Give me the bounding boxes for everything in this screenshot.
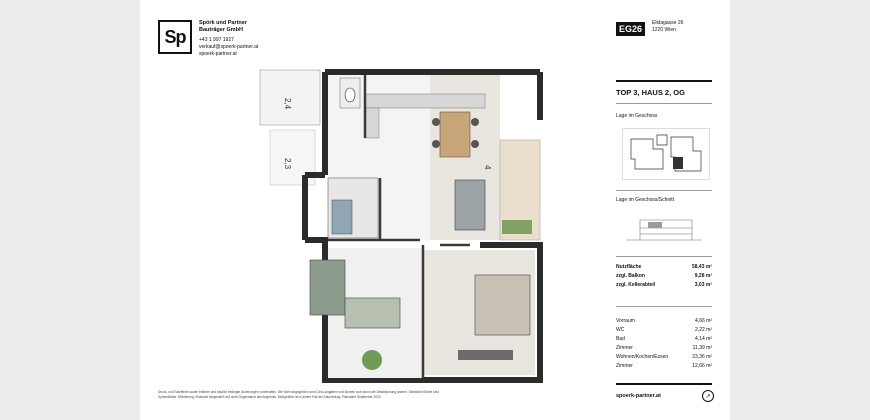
room-label: Zimmer (616, 363, 633, 369)
room-row (616, 363, 712, 369)
area-label: zzgl. Balkon (616, 273, 645, 279)
lage-geschoss-label: Lage im Geschoss (616, 113, 658, 119)
divider-title (616, 103, 712, 104)
room-row (616, 327, 712, 333)
divider-footer (616, 383, 712, 385)
divider-top (616, 80, 712, 82)
area-label: Nutzfläche (616, 264, 642, 270)
area-label: zzgl. Kellerabteil (616, 282, 656, 288)
contact-info (199, 37, 258, 58)
company-logo: Sp (158, 20, 192, 54)
email-link[interactable]: verkauf@spoerk-partner.at (199, 44, 259, 50)
info-panel (616, 0, 716, 420)
room-row (616, 354, 712, 360)
area-row-balkon (616, 273, 712, 279)
room-value: 4,66 m² (695, 318, 712, 324)
website-link[interactable]: spoerk-partner.at (199, 51, 237, 57)
room-label: WC (616, 327, 625, 333)
dimension-right: 4 (483, 165, 492, 170)
section-location-map (622, 210, 708, 248)
project-address (652, 20, 683, 34)
room-label: Wohnen/Kochen/Essen (616, 354, 669, 360)
lage-schnitt-label: Lage im Geschoss/Schnitt (616, 197, 675, 203)
project-badge: EG26 (616, 22, 645, 36)
room-row (616, 336, 712, 342)
divider-section (616, 256, 712, 257)
floor-location-map (622, 128, 710, 180)
room-row (616, 345, 712, 351)
exposé-sheet (140, 0, 730, 420)
floor-plan (140, 60, 600, 390)
room-label: Bad (616, 336, 625, 342)
room-label: Zimmer (616, 345, 633, 351)
divider-rooms (616, 306, 712, 307)
area-value: 3,03 m² (694, 282, 712, 288)
room-value: 23,36 m² (692, 354, 712, 360)
unit-title: TOP 3, HAUS 2, OG (616, 88, 685, 97)
area-value: 9,28 m² (694, 273, 712, 279)
divider-lage (616, 190, 712, 191)
room-value: 2,22 m² (695, 327, 712, 333)
area-value: 58,43 m² (691, 264, 712, 270)
area-row-nutzflaeche (616, 264, 712, 270)
area-row-keller (616, 282, 712, 288)
room-value: 4,14 m² (695, 336, 712, 342)
external-link-icon[interactable]: ↗ (702, 390, 714, 402)
room-label: Vorraum (616, 318, 635, 324)
room-value: 12,66 m² (692, 363, 712, 369)
phone-number: +43 1 997 1927 (199, 37, 234, 43)
dimension-left: 2,3 (283, 158, 292, 170)
room-value: 11,39 m² (692, 345, 712, 351)
dimension-top-left: 2,4 (283, 98, 292, 110)
address-street: Elidagasse 26 (652, 20, 684, 26)
company-line-1: Spörk und Partner (199, 20, 247, 26)
company-name (199, 20, 247, 34)
footer-website-link[interactable]: spoerk-partner.at (616, 393, 661, 399)
disclaimer-text: Druck- und Satzfehler sowie Irrtümer und baulich bedingte Änderungen vorbehalten. Die Wohnungsgrößen sind Circa-Angaben und können sich durch die Detailplanung ändern. Sämtliche Möbel sind Symbolbilder. Möblierung, Illustrativ dargestellt und nicht Gegenstand des Angebots. Maßgeblich ist in jedem Fall der Kaufvertrag. Planstand September 2023. (158, 390, 439, 399)
address-city: 1220 Wien (652, 27, 676, 33)
company-line-2: Bauträger GmbH (199, 27, 244, 33)
room-row (616, 318, 712, 324)
